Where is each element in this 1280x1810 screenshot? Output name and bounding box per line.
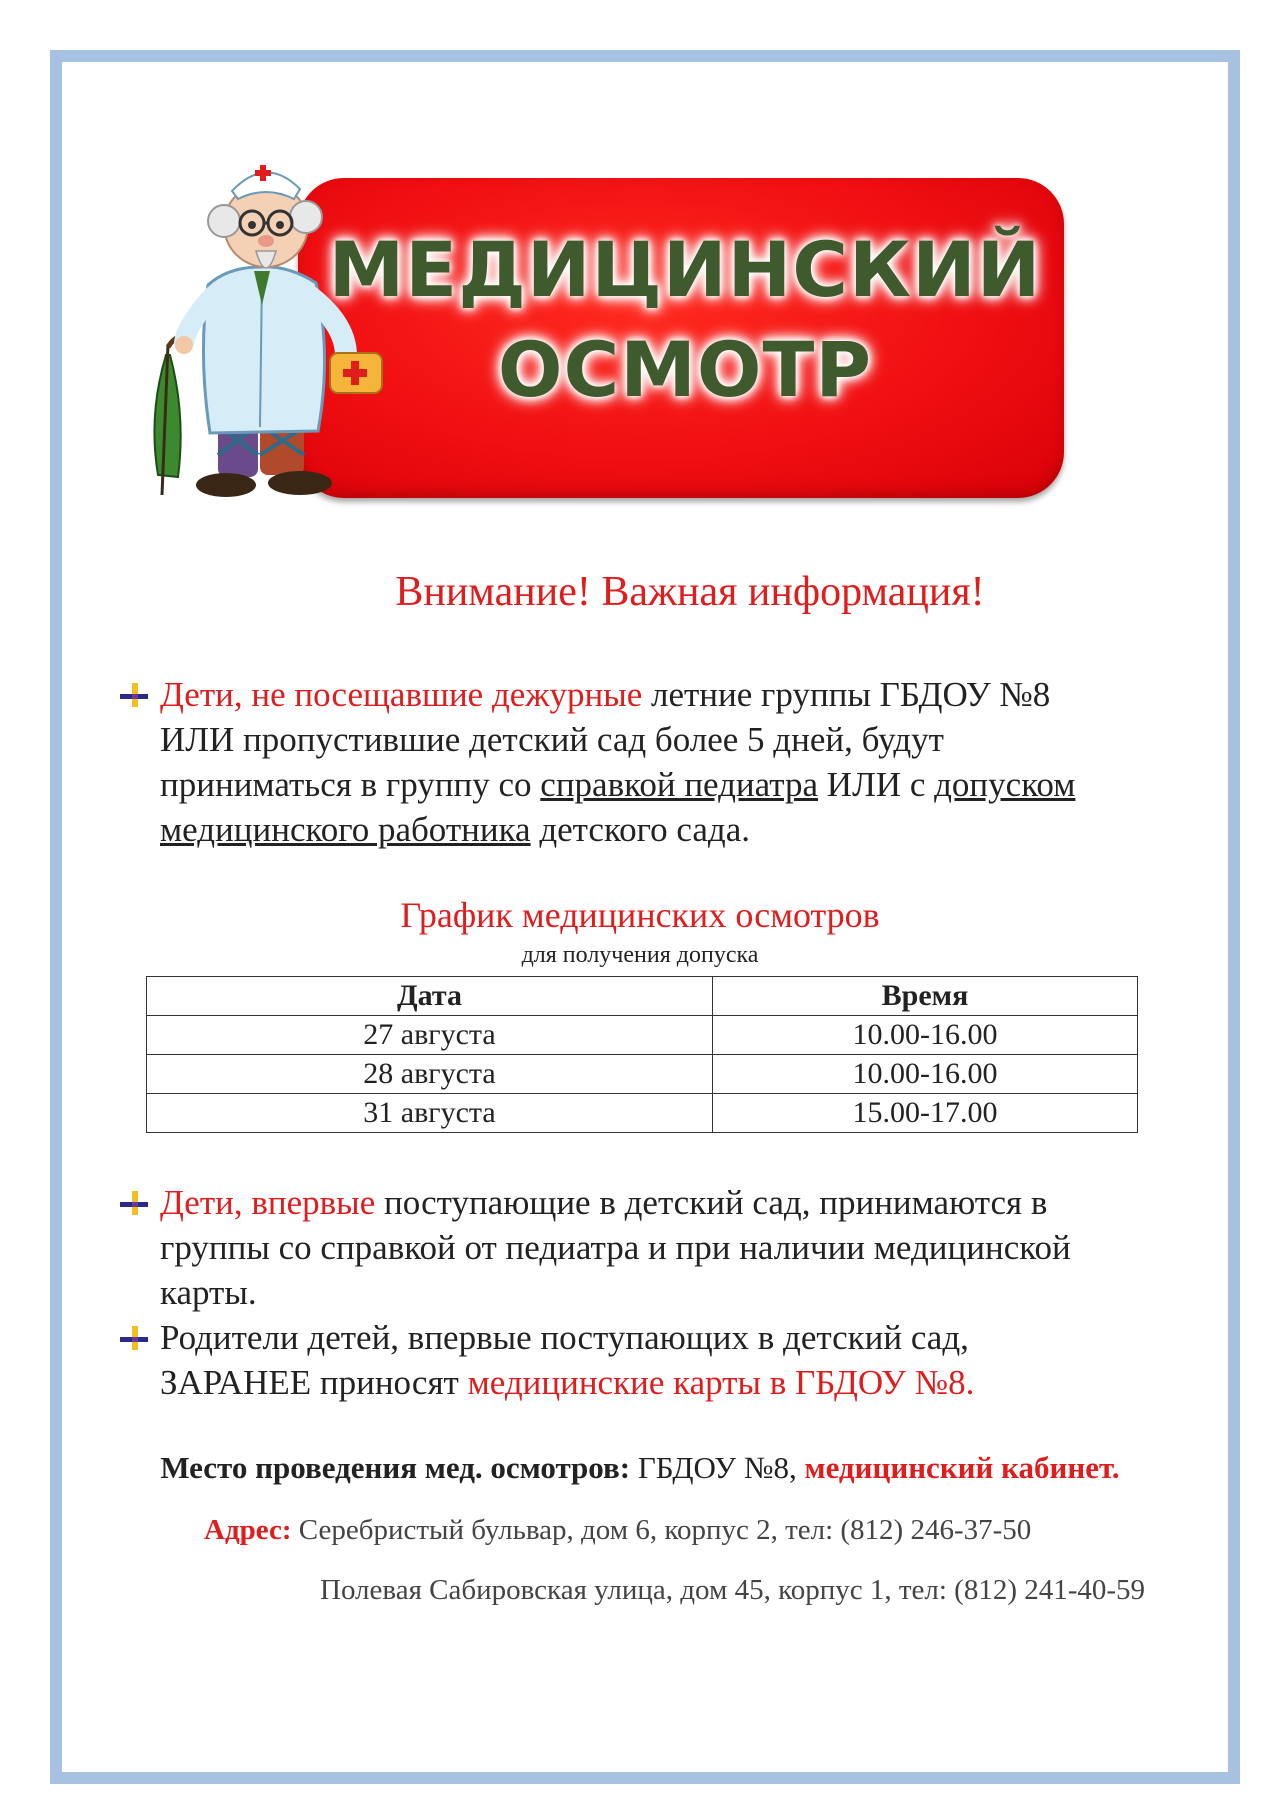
table-row [147, 1055, 1138, 1094]
bullet1-text: приниматься в группу со [160, 765, 541, 804]
bullet-line: группы со справкой от педиатра и при наличии медицинской [160, 1228, 1071, 1267]
table-row [147, 1016, 1138, 1055]
bullet3-red-text: медицинские карты в ГБДОУ №8. [467, 1363, 975, 1402]
bullet-cross-icon [120, 1326, 148, 1350]
time-cell: 10.00-16.00 [713, 1055, 1138, 1094]
bullet-line [120, 807, 1190, 852]
bullet1-text: детского сада. [530, 810, 750, 849]
address-line-1 [204, 1514, 1031, 1547]
schedule-title: График медицинских осмотров [400, 895, 880, 935]
bullet1-text: летние группы ГБДОУ №8 [642, 675, 1051, 714]
address-label: Адрес: [204, 1514, 292, 1546]
exam-place [0, 1450, 1280, 1486]
bullet-line [120, 1360, 1190, 1405]
headline: Внимание! Важная информация! [395, 569, 985, 615]
bullet-line: ИЛИ пропустившие детский сад более 5 дней, будут [160, 720, 944, 759]
time-cell: 10.00-16.00 [713, 1016, 1138, 1055]
bullet-cross-icon [120, 1191, 148, 1215]
column-header-time: Время [713, 977, 1138, 1016]
bullet-line [120, 672, 1190, 717]
column-header-date: Дата [147, 977, 713, 1016]
bullet-cross-icon [120, 683, 148, 707]
umbrella-icon [154, 337, 188, 495]
banner-title-line2: ОСМОТР [497, 325, 873, 414]
bullet-not-attended [120, 672, 1190, 852]
bullet-line [120, 1315, 1190, 1360]
schedule-subtitle: для получения допуска [521, 942, 759, 968]
address-text: Серебристый бульвар, дом 6, корпус 2, тел: (812) 246-37-50 [291, 1514, 1032, 1546]
bullet-line [120, 1180, 1190, 1225]
underlined-text: медицинского работника [160, 810, 531, 849]
bullet2-red-text: Дети, впервые [160, 1183, 376, 1222]
bullet3-text: ЗАРАНЕЕ приносят [160, 1363, 468, 1402]
time-cell: 15.00-17.00 [713, 1094, 1138, 1133]
bullet1-red-text: Дети, не посещавшие дежурные [160, 675, 643, 714]
table-header-row [147, 977, 1138, 1016]
table-row [147, 1094, 1138, 1133]
bullet-first-time [120, 1180, 1190, 1405]
date-cell: 28 августа [147, 1055, 713, 1094]
place-value: ГБДОУ №8, [630, 1450, 805, 1485]
address-line-2: Полевая Сабировская улица, дом 45, корпус 1, тел: (812) 241-40-59 [320, 1574, 1146, 1606]
underlined-text: справкой педиатра [540, 765, 819, 804]
banner-title [320, 220, 1050, 420]
banner-title-line1: МЕДИЦИНСКИЙ [328, 225, 1042, 314]
medical-case-icon [330, 353, 382, 393]
place-label: Место проведения мед. осмотров: [160, 1450, 631, 1485]
bullet2-text: поступающие в детский сад, принимаются в [375, 1183, 1048, 1222]
place-room: медицинский кабинет. [804, 1450, 1120, 1485]
underlined-text: допуском [934, 765, 1076, 804]
bullet1-text: ИЛИ с [818, 765, 935, 804]
bullet-line: карты. [160, 1273, 257, 1312]
date-cell: 31 августа [147, 1094, 713, 1133]
date-cell: 27 августа [147, 1016, 713, 1055]
bullet3-text: Родители детей, впервые поступающих в детский сад, [160, 1318, 969, 1357]
doctor-illustration [148, 155, 408, 505]
schedule-table [146, 976, 1138, 1133]
bullet-line [120, 762, 1190, 807]
